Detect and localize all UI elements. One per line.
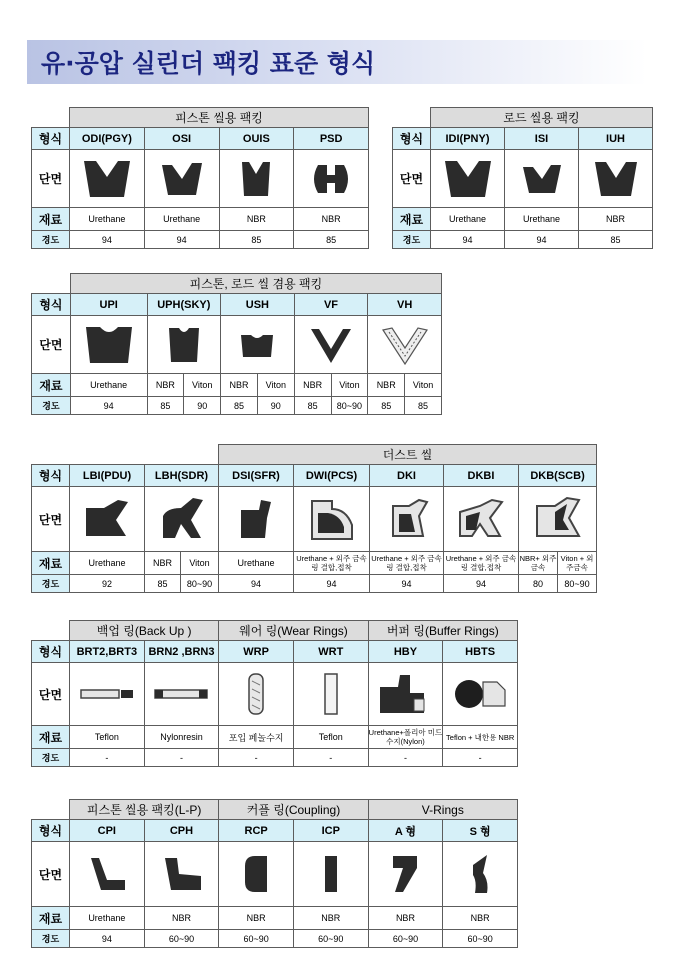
hardness-cell: 94 [370,575,444,593]
lbi-profile-icon [82,498,132,540]
hardness-cell: 94 [431,231,505,249]
material-cell: NBR [219,907,294,930]
section-cell [219,150,294,208]
section-cell [147,316,221,374]
section-cell [144,842,219,907]
type-code: RCP [219,820,294,842]
section-cell [294,316,368,374]
material-cell: Viton [405,374,442,397]
type-code: A 형 [368,820,443,842]
group-header: V-Rings [368,800,517,820]
material-cell: Urethane [144,208,219,231]
type-code: ODI(PGY) [70,128,145,150]
group-header: 커플 링(Coupling) [219,800,368,820]
hardness-cell: 60~90 [144,930,219,948]
hby-profile-icon [376,671,434,717]
material-cell: NBR [294,208,369,231]
group-header: 버퍼 링(Buffer Rings) [368,621,517,641]
hardness-cell: 94 [505,231,579,249]
row-label-material: 재료 [393,208,431,231]
material-cell: Viton [257,374,294,397]
page-title: 유·공압 실린더 팩킹 표준 형식 [41,49,376,78]
hardness-cell: 85 [145,575,181,593]
material-cell: Viton [181,552,219,575]
row-label-material: 재료 [32,374,71,397]
lp-coupling-vring-table [31,799,518,948]
material-cell: Urethane + 외주 금속링 결합,접착 [294,552,370,575]
title-banner [27,40,647,84]
type-code: UPI [70,294,147,316]
type-code: IDI(PNY) [431,128,505,150]
hardness-cell: 90 [257,397,294,415]
group-header: 피스톤 씰용 팩킹(L-P) [70,800,219,820]
material-cell: Urethane [70,907,145,930]
type-code: ISI [505,128,579,150]
material-cell: Teflon [293,726,368,749]
row-label-hardness: 경도 [32,397,71,415]
dsi-profile-icon [233,496,279,542]
material-cell: Viton [331,374,368,397]
type-code: IUH [579,128,653,150]
section-cell [144,663,219,726]
material-cell: Urethane [431,208,505,231]
type-code: DKI [370,465,444,487]
hardness-cell: - [144,749,219,767]
hardness-cell: 85 [221,397,258,415]
corner-cell [393,108,431,128]
material-cell: Urethane [70,208,145,231]
brn-profile-icon [151,686,211,702]
dwi-profile-icon [306,495,358,543]
section-cell [219,487,294,552]
hardness-cell: 94 [70,231,145,249]
hbts-profile-icon [451,674,509,714]
section-cell [145,487,219,552]
type-code: USH [221,294,295,316]
hardness-cell: 94 [294,575,370,593]
row-label-type: 형식 [32,820,70,842]
dkb-profile-icon [533,496,583,542]
group-header: 백업 링(Back Up ) [70,621,219,641]
rcp-profile-icon [241,852,271,896]
hardness-cell: 85 [219,231,294,249]
hardness-cell: 60~90 [443,930,518,948]
hardness-cell: - [219,749,294,767]
type-code: BRT2,BRT3 [70,641,145,663]
material-cell: NBR [219,208,294,231]
section-cell [505,150,579,208]
hardness-cell: - [70,749,145,767]
row-label-hardness: 경도 [393,231,431,249]
row-label-section: 단면 [32,150,70,208]
material-cell: Nylonresin [144,726,219,749]
a-type-profile-icon [387,852,423,896]
material-cell: NBR [293,907,368,930]
hardness-cell: 94 [144,231,219,249]
hardness-cell: 94 [70,930,145,948]
material-cell: NBR [145,552,181,575]
material-cell: Viton + 외주금속 [558,552,597,575]
section-cell [443,663,518,726]
material-cell: NBR [368,374,405,397]
corner-cell [32,108,70,128]
section-cell [579,150,653,208]
material-cell: Teflon [70,726,145,749]
psd-profile-icon [308,161,354,197]
section-cell [293,663,368,726]
hardness-cell: 85 [405,397,442,415]
row-label-section: 단면 [393,150,431,208]
row-label-type: 형식 [32,641,70,663]
type-code: DKBI [444,465,519,487]
section-cell [444,487,519,552]
section-cell [431,150,505,208]
type-code: DKB(SCB) [519,465,597,487]
idi-profile-icon [441,157,495,201]
row-label-type: 형식 [32,465,70,487]
wrt-profile-icon [321,671,341,717]
type-code: HBY [368,641,443,663]
section-cell [294,487,370,552]
material-cell: Urethane [70,552,145,575]
row-label-hardness: 경도 [32,930,70,948]
type-code: CPI [70,820,145,842]
row-label-hardness: 경도 [32,231,70,249]
material-cell: Urethane+폴리아 미드 수지(Nylon) [368,726,443,749]
section-cell [368,663,443,726]
lbh-profile-icon [157,496,207,542]
hardness-cell: 60~90 [293,930,368,948]
group-header: 더스트 씰 [219,445,597,465]
section-cell [70,663,145,726]
cph-profile-icon [157,854,205,894]
type-code: LBI(PDU) [70,465,145,487]
row-label-section: 단면 [32,487,70,552]
row-label-material: 재료 [32,208,70,231]
hardness-cell: 80 [519,575,558,593]
section-cell [519,487,597,552]
material-cell: Urethane + 외주 금속링 결합,접착 [444,552,519,575]
material-cell: NBR [144,907,219,930]
corner-cell [32,274,71,294]
dki-profile-icon [383,496,431,542]
section-cell [219,842,294,907]
ring-table [31,620,518,767]
upi-profile-icon [82,323,136,367]
rod-seal-table [392,107,653,249]
material-cell: 포입 페놀수지 [219,726,294,749]
material-cell: Urethane [219,552,294,575]
row-label-hardness: 경도 [32,575,70,593]
hardness-cell: 60~90 [368,930,443,948]
hardness-cell: - [443,749,518,767]
piston-seal-table [31,107,369,249]
row-label-type: 형식 [32,294,71,316]
hardness-cell: 92 [70,575,145,593]
iuh-profile-icon [591,158,641,200]
row-label-section: 단면 [32,316,71,374]
corner-cell [32,445,219,465]
section-cell [293,842,368,907]
group-header: 로드 씰용 팩킹 [431,108,653,128]
material-cell: NBR [147,374,184,397]
material-cell: NBR+ 외주금속 [519,552,558,575]
type-code: VF [294,294,368,316]
row-label-section: 단면 [32,663,70,726]
hardness-cell: 94 [444,575,519,593]
type-code: BRN2 ,BRN3 [144,641,219,663]
section-cell [368,842,443,907]
section-cell [221,316,295,374]
row-label-material: 재료 [32,726,70,749]
hardness-cell: 94 [219,575,294,593]
type-code: LBH(SDR) [145,465,219,487]
type-code: S 형 [443,820,518,842]
section-cell [368,316,442,374]
row-label-hardness: 경도 [32,749,70,767]
hardness-cell: - [368,749,443,767]
hardness-cell: 60~90 [219,930,294,948]
row-label-material: 재료 [32,907,70,930]
type-code: OSI [144,128,219,150]
ouis-profile-icon [236,158,276,200]
material-cell: NBR [221,374,258,397]
hardness-cell: 85 [294,397,331,415]
hardness-cell: 85 [579,231,653,249]
cpi-profile-icon [85,854,129,894]
group-header: 웨어 링(Wear Rings) [219,621,368,641]
row-label-type: 형식 [32,128,70,150]
s-type-profile-icon [465,851,495,897]
type-code: UPH(SKY) [147,294,221,316]
type-code: DWI(PCS) [294,465,370,487]
section-cell [219,663,294,726]
section-cell [70,150,145,208]
hardness-cell: 94 [70,397,147,415]
section-cell [370,487,444,552]
row-label-material: 재료 [32,552,70,575]
type-code: WRP [219,641,294,663]
corner-cell [32,800,70,820]
hardness-cell: 85 [147,397,184,415]
type-code: WRT [293,641,368,663]
group-header: 피스톤, 로드 씰 겸용 팩킹 [70,274,441,294]
corner-cell [32,621,70,641]
type-code: DSI(SFR) [219,465,294,487]
type-code: PSD [294,128,369,150]
material-cell: Urethane + 외주 금속링 결합,접착 [370,552,444,575]
section-cell [144,150,219,208]
uph-profile-icon [163,324,205,366]
material-cell: Urethane [505,208,579,231]
hardness-cell: 80~90 [558,575,597,593]
combo-seal-table [31,273,442,415]
material-cell: Urethane [70,374,147,397]
section-cell [70,487,145,552]
odi-profile-icon [80,157,134,201]
wrp-profile-icon [246,671,266,717]
group-header: 피스톤 씰용 팩킹 [70,108,369,128]
material-cell: NBR [579,208,653,231]
section-cell [443,842,518,907]
osi-profile-icon [158,159,206,199]
isi-profile-icon [519,161,565,197]
type-code: CPH [144,820,219,842]
type-code: VH [368,294,442,316]
dust-seal-table [31,444,597,593]
icp-profile-icon [321,852,341,896]
hardness-cell: 80~90 [331,397,368,415]
hardness-cell: 85 [368,397,405,415]
section-cell [294,150,369,208]
material-cell: Viton [184,374,221,397]
ush-profile-icon [237,329,277,361]
row-label-type: 형식 [393,128,431,150]
hardness-cell: 85 [294,231,369,249]
brt-profile-icon [77,686,137,702]
hardness-cell: - [293,749,368,767]
hardness-cell: 90 [184,397,221,415]
material-cell: NBR [368,907,443,930]
type-code: OUIS [219,128,294,150]
vh-profile-icon [380,324,430,366]
material-cell: Teflon + 내한용 NBR [443,726,518,749]
vf-profile-icon [307,325,355,365]
material-cell: NBR [443,907,518,930]
material-cell: NBR [294,374,331,397]
type-code: ICP [293,820,368,842]
row-label-section: 단면 [32,842,70,907]
type-code: HBTS [443,641,518,663]
dkbi-profile-icon [456,496,506,542]
section-cell [70,316,147,374]
hardness-cell: 80~90 [181,575,219,593]
section-cell [70,842,145,907]
